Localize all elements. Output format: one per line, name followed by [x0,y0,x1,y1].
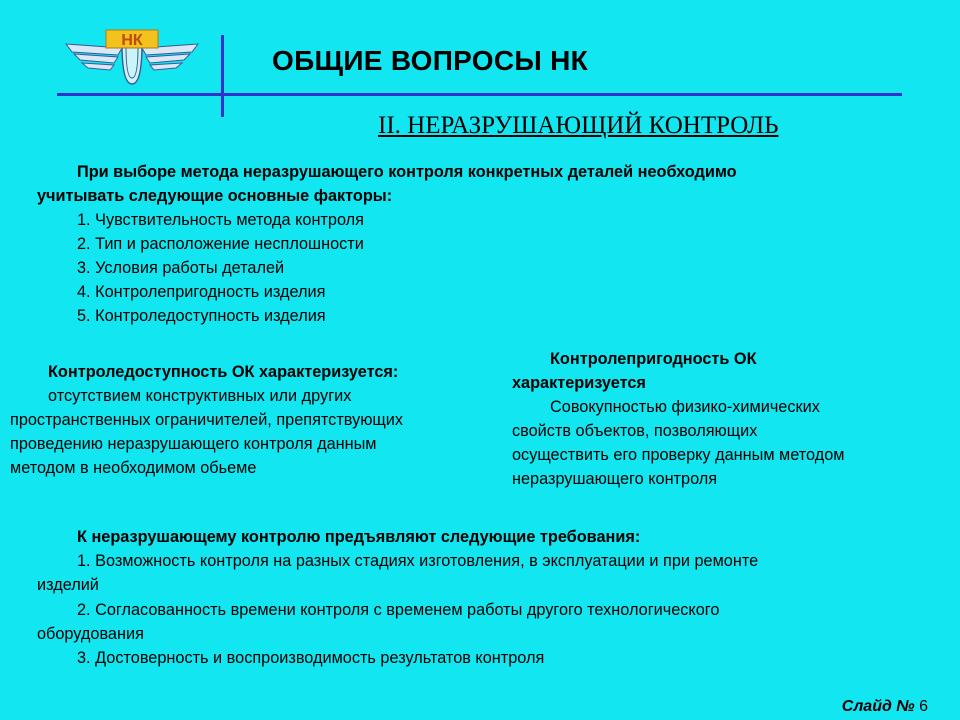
testability-heading-line2: характеризуется [512,374,646,392]
vertical-divider [221,35,224,117]
slide-number [842,698,928,716]
slide-number-value: 6 [919,698,928,715]
testability-line: неразрушающего контроля [512,470,718,488]
page-title: ОБЩИЕ ВОПРОСЫ НК [272,45,589,76]
accessibility-line: пространственных ограничителей, препятствующих [10,411,404,429]
requirement-item: 2. Согласованность времени контроля с временем работы другого технологического [77,601,720,619]
requirement-item-cont: оборудования [37,625,144,643]
logo [62,22,202,92]
logo-text: НК [121,32,143,49]
accessibility-line: проведению неразрушающего контроля данным [10,435,377,453]
accessibility-line: методом в необходимом обьеме [10,459,257,477]
requirement-item-cont: изделий [37,576,99,594]
slide-label: Слайд № [841,698,915,715]
testability-line: осуществить его проверку данным методом [512,446,845,464]
list-item: 1. Чувствительность метода контроля [77,211,364,229]
factors-intro-line1: При выборе метода неразрушающего контроля конкретных деталей необходимо [77,163,737,181]
requirements-heading: К неразрушающему контролю предъявляют следующие требования: [77,528,641,546]
list-item: 4. Контролепригодность изделия [77,283,326,301]
factors-list [77,208,364,328]
horizontal-divider [57,93,902,96]
list-item: 5. Контроледоступность изделия [77,307,326,325]
accessibility-line: отсутствием конструктивных или других [48,387,352,405]
factors-intro-line2: учитывать следующие основные факторы: [37,187,393,205]
testability-line: свойств объектов, позволяющих [512,422,758,440]
testability-heading-line1: Контролепригодность ОК [550,350,757,368]
accessibility-heading: Контроледоступность ОК характеризуется: [48,363,399,381]
list-item: 3. Условия работы деталей [77,259,285,277]
requirement-item: 1. Возможность контроля на разных стадиях изготовления, в эксплуатации и при ремонте [77,552,759,570]
list-item: 2. Тип и расположение несплошности [77,235,364,253]
testability-line: Совокупностью физико-химических [550,398,820,416]
section-subtitle: II. НЕРАЗРУШАЮЩИЙ КОНТРОЛЬ [378,112,779,139]
requirement-item: 3. Достоверность и воспроизводимость результатов контроля [77,649,545,667]
